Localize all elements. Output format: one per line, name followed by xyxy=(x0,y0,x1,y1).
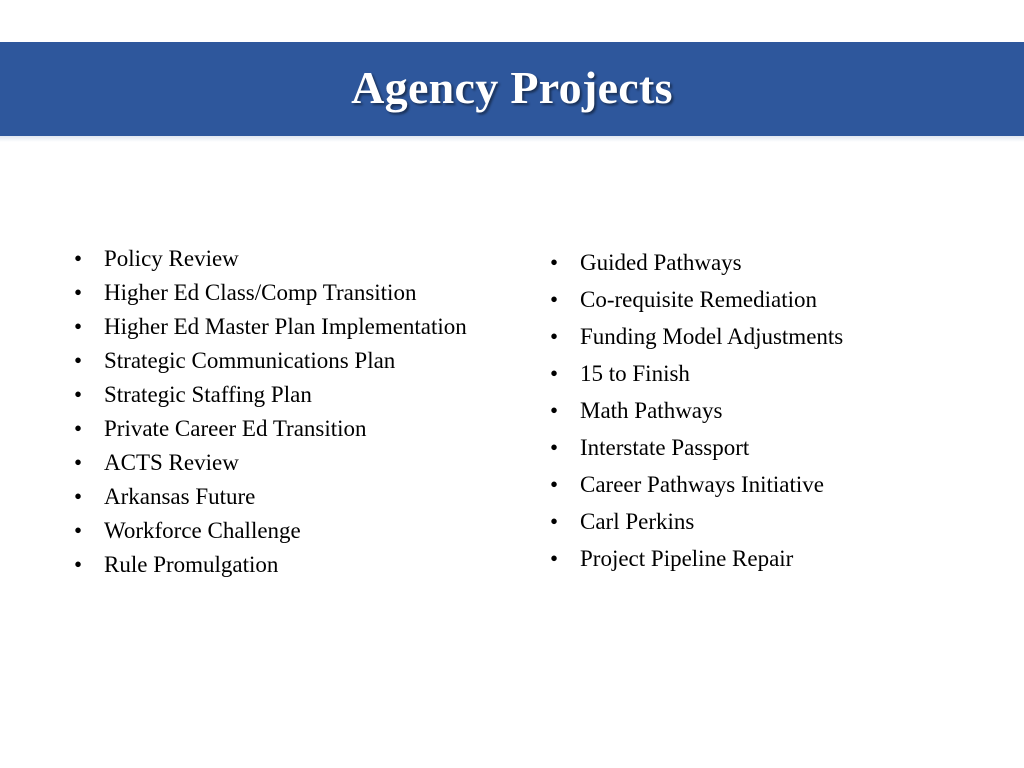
list-item: • Math Pathways xyxy=(548,396,988,426)
right-bullet-list xyxy=(548,248,988,581)
list-item: • Higher Ed Class/Comp Transition xyxy=(72,279,492,307)
list-item: • Rule Promulgation xyxy=(72,551,492,579)
list-item: • Higher Ed Master Plan Implementation xyxy=(72,313,492,341)
list-item: • ACTS Review xyxy=(72,449,492,477)
list-item: • Policy Review xyxy=(72,245,492,273)
list-item: • Carl Perkins xyxy=(548,507,988,537)
list-item: • Strategic Communications Plan xyxy=(72,347,492,375)
slide-title: Agency Projects xyxy=(351,61,673,113)
list-item: • Project Pipeline Repair xyxy=(548,544,988,574)
list-item: • Strategic Staffing Plan xyxy=(72,381,492,409)
list-item: • Guided Pathways xyxy=(548,248,988,278)
list-item: • Arkansas Future xyxy=(72,483,492,511)
list-item: • Funding Model Adjustments xyxy=(548,322,988,352)
title-bar xyxy=(0,42,1024,136)
list-item: • 15 to Finish xyxy=(548,359,988,389)
list-item: • Co-requisite Remediation xyxy=(548,285,988,315)
list-item: • Career Pathways Initiative xyxy=(548,470,988,500)
list-item: • Interstate Passport xyxy=(548,433,988,463)
left-bullet-list xyxy=(72,245,492,585)
list-item: • Workforce Challenge xyxy=(72,517,492,545)
list-item: • Private Career Ed Transition xyxy=(72,415,492,443)
